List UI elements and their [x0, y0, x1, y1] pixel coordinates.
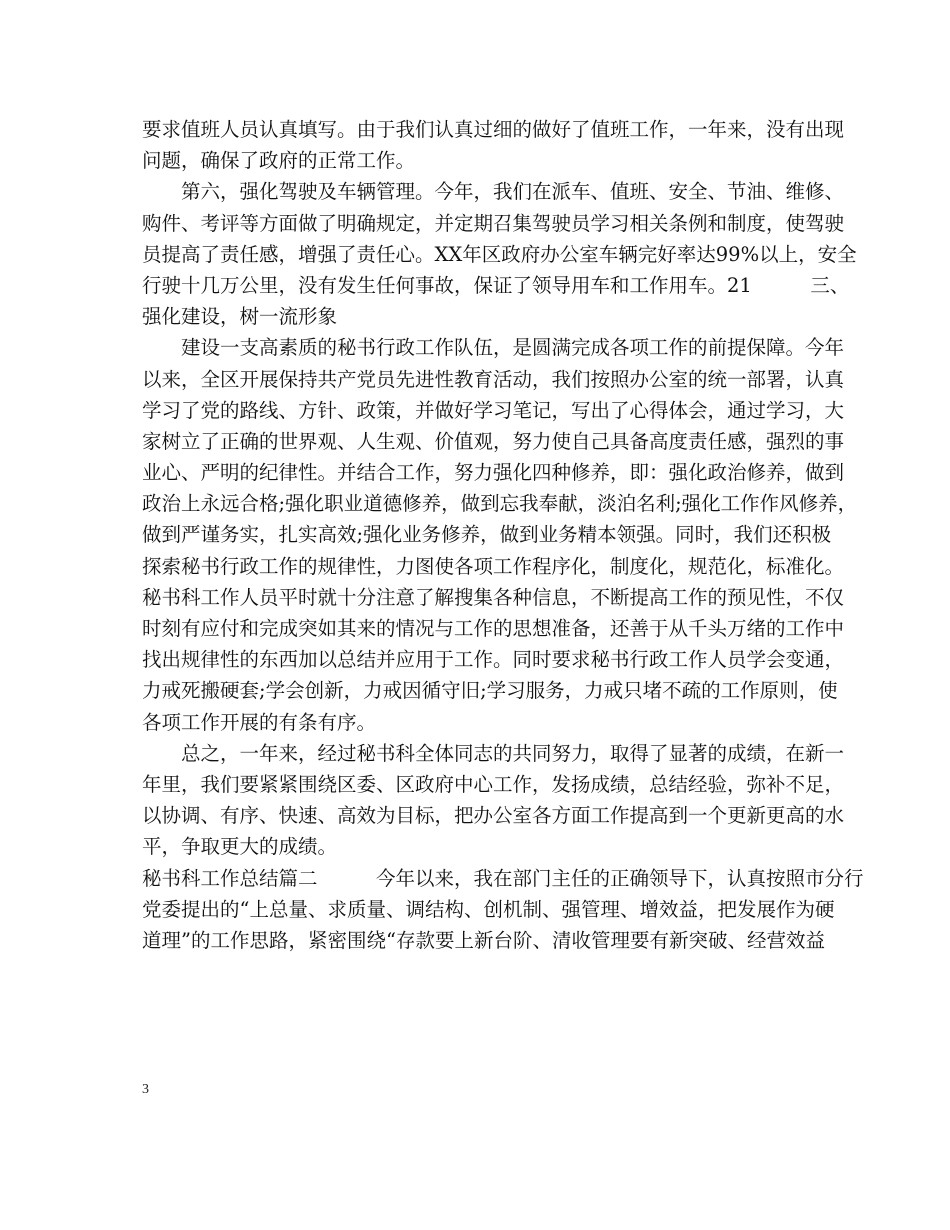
text-line: 秘书科工作人员平时就十分注意了解搜集各种信息，不断提高工作的预见性，不仅	[142, 585, 845, 609]
text-line: 各项工作开展的有条有序。	[142, 710, 377, 734]
text-line: 力戒死搬硬套;学会创新，力戒因循守旧;学习服务，力戒只堵不疏的工作原则，使	[142, 679, 838, 703]
text-line: 以来，全区开展保持共产党员先进性教育活动，我们按照办公室的统一部署，认真	[142, 367, 845, 391]
text-line: 行驶十几万公里，没有发生任何事故，保证了领导用车和工作用车。21 三、	[142, 273, 850, 297]
text-line: 第六，强化驾驶及车辆管理。今年，我们在派车、值班、安全、节油、维修、	[181, 180, 845, 204]
text-line: 年里，我们要紧紧围绕区委、区政府中心工作，发扬成绩，总结经验，弥补不足，	[142, 772, 845, 796]
text-line: 购件、考评等方面做了明确规定，并定期召集驾驶员学习相关条例和制度，使驾驶	[142, 211, 845, 235]
text-line: 以协调、有序、快速、高效为目标，把办公室各方面工作提高到一个更新更高的水	[142, 804, 845, 828]
text-line: 员提高了责任感，增强了责任心。XX年区政府办公室车辆完好率达99%以上，安全	[142, 242, 857, 266]
body-text	[142, 114, 864, 956]
text-line: 党委提出的“上总量、求质量、调结构、创机制、强管理、增效益，把发展作为硬	[142, 897, 835, 921]
page-number: 3	[142, 1082, 149, 1097]
text-line: 平，争取更大的成绩。	[142, 835, 338, 859]
text-line: 找出规律性的东西加以总结并应用于工作。同时要求秘书行政工作人员学会变通，	[142, 648, 845, 672]
text-line: 做到严谨务实，扎实高效;强化业务修养，做到业务精本领强。同时，我们还积极	[142, 523, 832, 547]
text-line: 家树立了正确的世界观、人生观、价值观，努力使自己具备高度责任感，强烈的事	[142, 429, 845, 453]
text-line: 要求值班人员认真填写。由于我们认真过细的做好了值班工作，一年来，没有出现	[142, 118, 845, 141]
text-line: 业心、严明的纪律性。并结合工作，努力强化四种修养，即：强化政治修养，做到	[142, 461, 845, 485]
text-line: 时刻有应付和完成突如其来的情况与工作的思想准备，还善于从千头万绪的工作中	[142, 617, 845, 640]
text-line: 学习了党的路线、方针、政策，并做好学习笔记，写出了心得体会，通过学习，大	[142, 398, 845, 422]
text-line: 道理”的工作思路，紧密围绕“存款要上新台阶、清收管理要有新突破、经营效益	[142, 928, 825, 952]
text-line: 秘书科工作总结篇二 今年以来，我在部门主任的正确领导下，认真按照市分行	[142, 866, 864, 890]
text-line: 建设一支高素质的秘书行政工作队伍，是圆满完成各项工作的前提保障。今年	[181, 336, 845, 360]
text-line: 探索秘书行政工作的规律性，力图使各项工作程序化，制度化，规范化，标准化。	[142, 554, 845, 578]
text-line: 问题，确保了政府的正常工作。	[142, 149, 416, 173]
text-line: 总之，一年来，经过秘书科全体同志的共同努力，取得了显著的成绩，在新一	[181, 741, 845, 765]
text-line: 强化建设，树一流形象	[142, 305, 338, 329]
text-line: 政治上永远合格;强化职业道德修养，做到忘我奉献，淡泊名利;强化工作作风修养，	[142, 492, 858, 516]
